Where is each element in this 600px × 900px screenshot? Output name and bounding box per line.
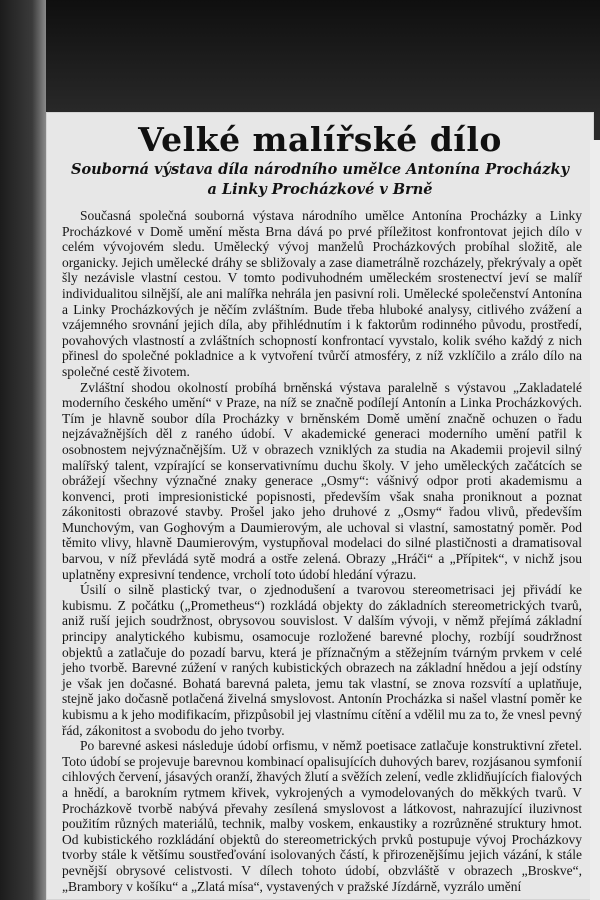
paragraph: Úsilí o silně plastický tvar, o zjednodušení a tvarovou stereometrisaci jej přivádí ke kubismu. Z počátku („Prometheus“) rozkládá objekty do základních stereometrických tvarů, aniž ruší jejich soudržnost, obrysovou souvislost. V dalším vývoji, v němž přejímá základní principy analytického kubismu, osamocuje rozložené barevné plochy, rozbíjí soudržnost objektů a zatlačuje do pozadí barvu, která je příznačným a stěžejním tvárným prvkem v celé jeho tvorbě. Barevné zúžení v raných kubistických obrazech na základní hnědou a její odstíny je však jen dočasné. Bohatá barevná paleta, jemu tak vlastní, se znova rozsvítí a uplatňuje, stejně jako dočasně potlačená živelná smyslovost. Antonín Procházka si našel vlastní poměr ke kubismu a k jeho modifikacím, přizpůsobil jej vlastnímu cítění a vdělil mu za to, že vnesl pevný řád, zákonitost a svobodu do jeho tvorby. (62, 582, 582, 738)
paragraph: Současná společná souborná výstava národního umělce Antonína Procházky a Linky Procházkové v Domě umění města Brna dává po prvé příležitost konfrontovat jejich dílo v celém vývojovém sledu. Umělecký vývoj manželů Procházkových probíhal složitě, ale organicky. Jejich umělecké dráhy se sbližovaly a zase diametrálně rozcházely, překrývaly a opět šly nezávisle vlastní cestou. V tomto podivuhodném uměleckém srostenectví jeví se malíř individualitou silnější, ale ani malířka nehrála jen pasivní roli. Umělecké společenství Antonína a Linky Procházkových je něčím zvláštním. Bude třeba hluboké analysy, citlivého zvážení a vzájemného srovnání jejich díla, aby přihlédnutím i k faktorům rodinného původu, prostředí, povahových vlastností a zvláštních schopností konfrontací vyvstalo, kolik svého každý z nich přinesl do společné pokladnice a k vytvoření tvůrčí atmosféry, z níž vzklíčilo a zrálo dílo na společné cestě životem. (62, 208, 582, 379)
subtitle: Souborná výstava díla národního umělce Antonína Procházky a Linky Procházkové v Brně (71, 161, 569, 198)
adjacent-page-edge (590, 140, 600, 900)
scan-background-top (0, 0, 600, 120)
scan-background-left (0, 0, 46, 900)
article-body (62, 208, 582, 894)
headline: Velké malířské dílo (138, 120, 502, 159)
paragraph: Po barevné askesi následuje údobí orfismu, v němž poetisace zatlačuje konstruktivní zřetel. Toto údobí se projevuje barevnou kombinací opalisujících duhových barev, rozjásanou symfonií cihlových červení, jásavých oranží, žhavých žlutí a svěžích zelení, vedle zklidňujících fialových a hnědí, a barokním rytmem křivek, vykrojených a vymodelovaných do měkkých tvarů. V Procházkově tvorbě nabývá převahy zesílená smyslovost a látkovost, nahrazující iluzivnost použitím různých materiálů, technik, malby voskem, enkaustiky a rozrůzněné struktury hmot. Od kubistického rozkládání objektů do stereometrických prvků postupuje vývoj Procházkovy tvorby stále k většímu soustřeďování isolovaných částí, k přirozenějšímu jejich vázání, k stále pevnější obrysové celistvosti. V dílech tohoto údobí, obzvláště v obrazech „Broskve“, „Brambory v košíku“ a „Zlatá mísa“, vystavených v pražské Jízdárně, vyzrálo umění (62, 738, 582, 894)
paragraph: Zvláštní shodou okolností probíhá brněnská výstava paralelně s výstavou „Zakladatelé moderního českého umění“ v Praze, na níž se značně podílejí Antonín a Linka Procházkových. Tím je hlavně soubor díla Procházky v brněnském Domě umění značně ochuzen o řadu nejzávažnějších děl z raného údobí. V akademické generaci moderního umění patřil k osobnostem nejvýznačnějším. Už v obrazech vzniklých za studia na Akademii projevil silný malířský talent, vzpírající se konservativnímu duchu školy. V jeho uměleckých začátcích se obrážejí všechny význačné znaky generace „Osmy“: vášnivý odpor proti akademismu a konvenci, proti impresionistické popisnosti, především však snaha proniknout a poznat zákonitosti obrazové stavby. Prošel jako jeho druhové z „Osmy“ řadou vlivů, především Munchovým, van Goghovým a Daumierovým, ale uchoval si vlastní, samostatný poměr. Pod těmito vlivy, hlavně Daumierovým, vystupňoval modelaci do silné plastičnosti a dramatisoval barvou, v níž převládá sytě modrá a ostře zelená. Obrazy „Hráči“ a „Přípitek“, v nichž jsou uplatněny expresivní tendence, vrcholí toto údobí hledání výrazu. (62, 379, 582, 582)
newspaper-clipping (46, 112, 594, 900)
